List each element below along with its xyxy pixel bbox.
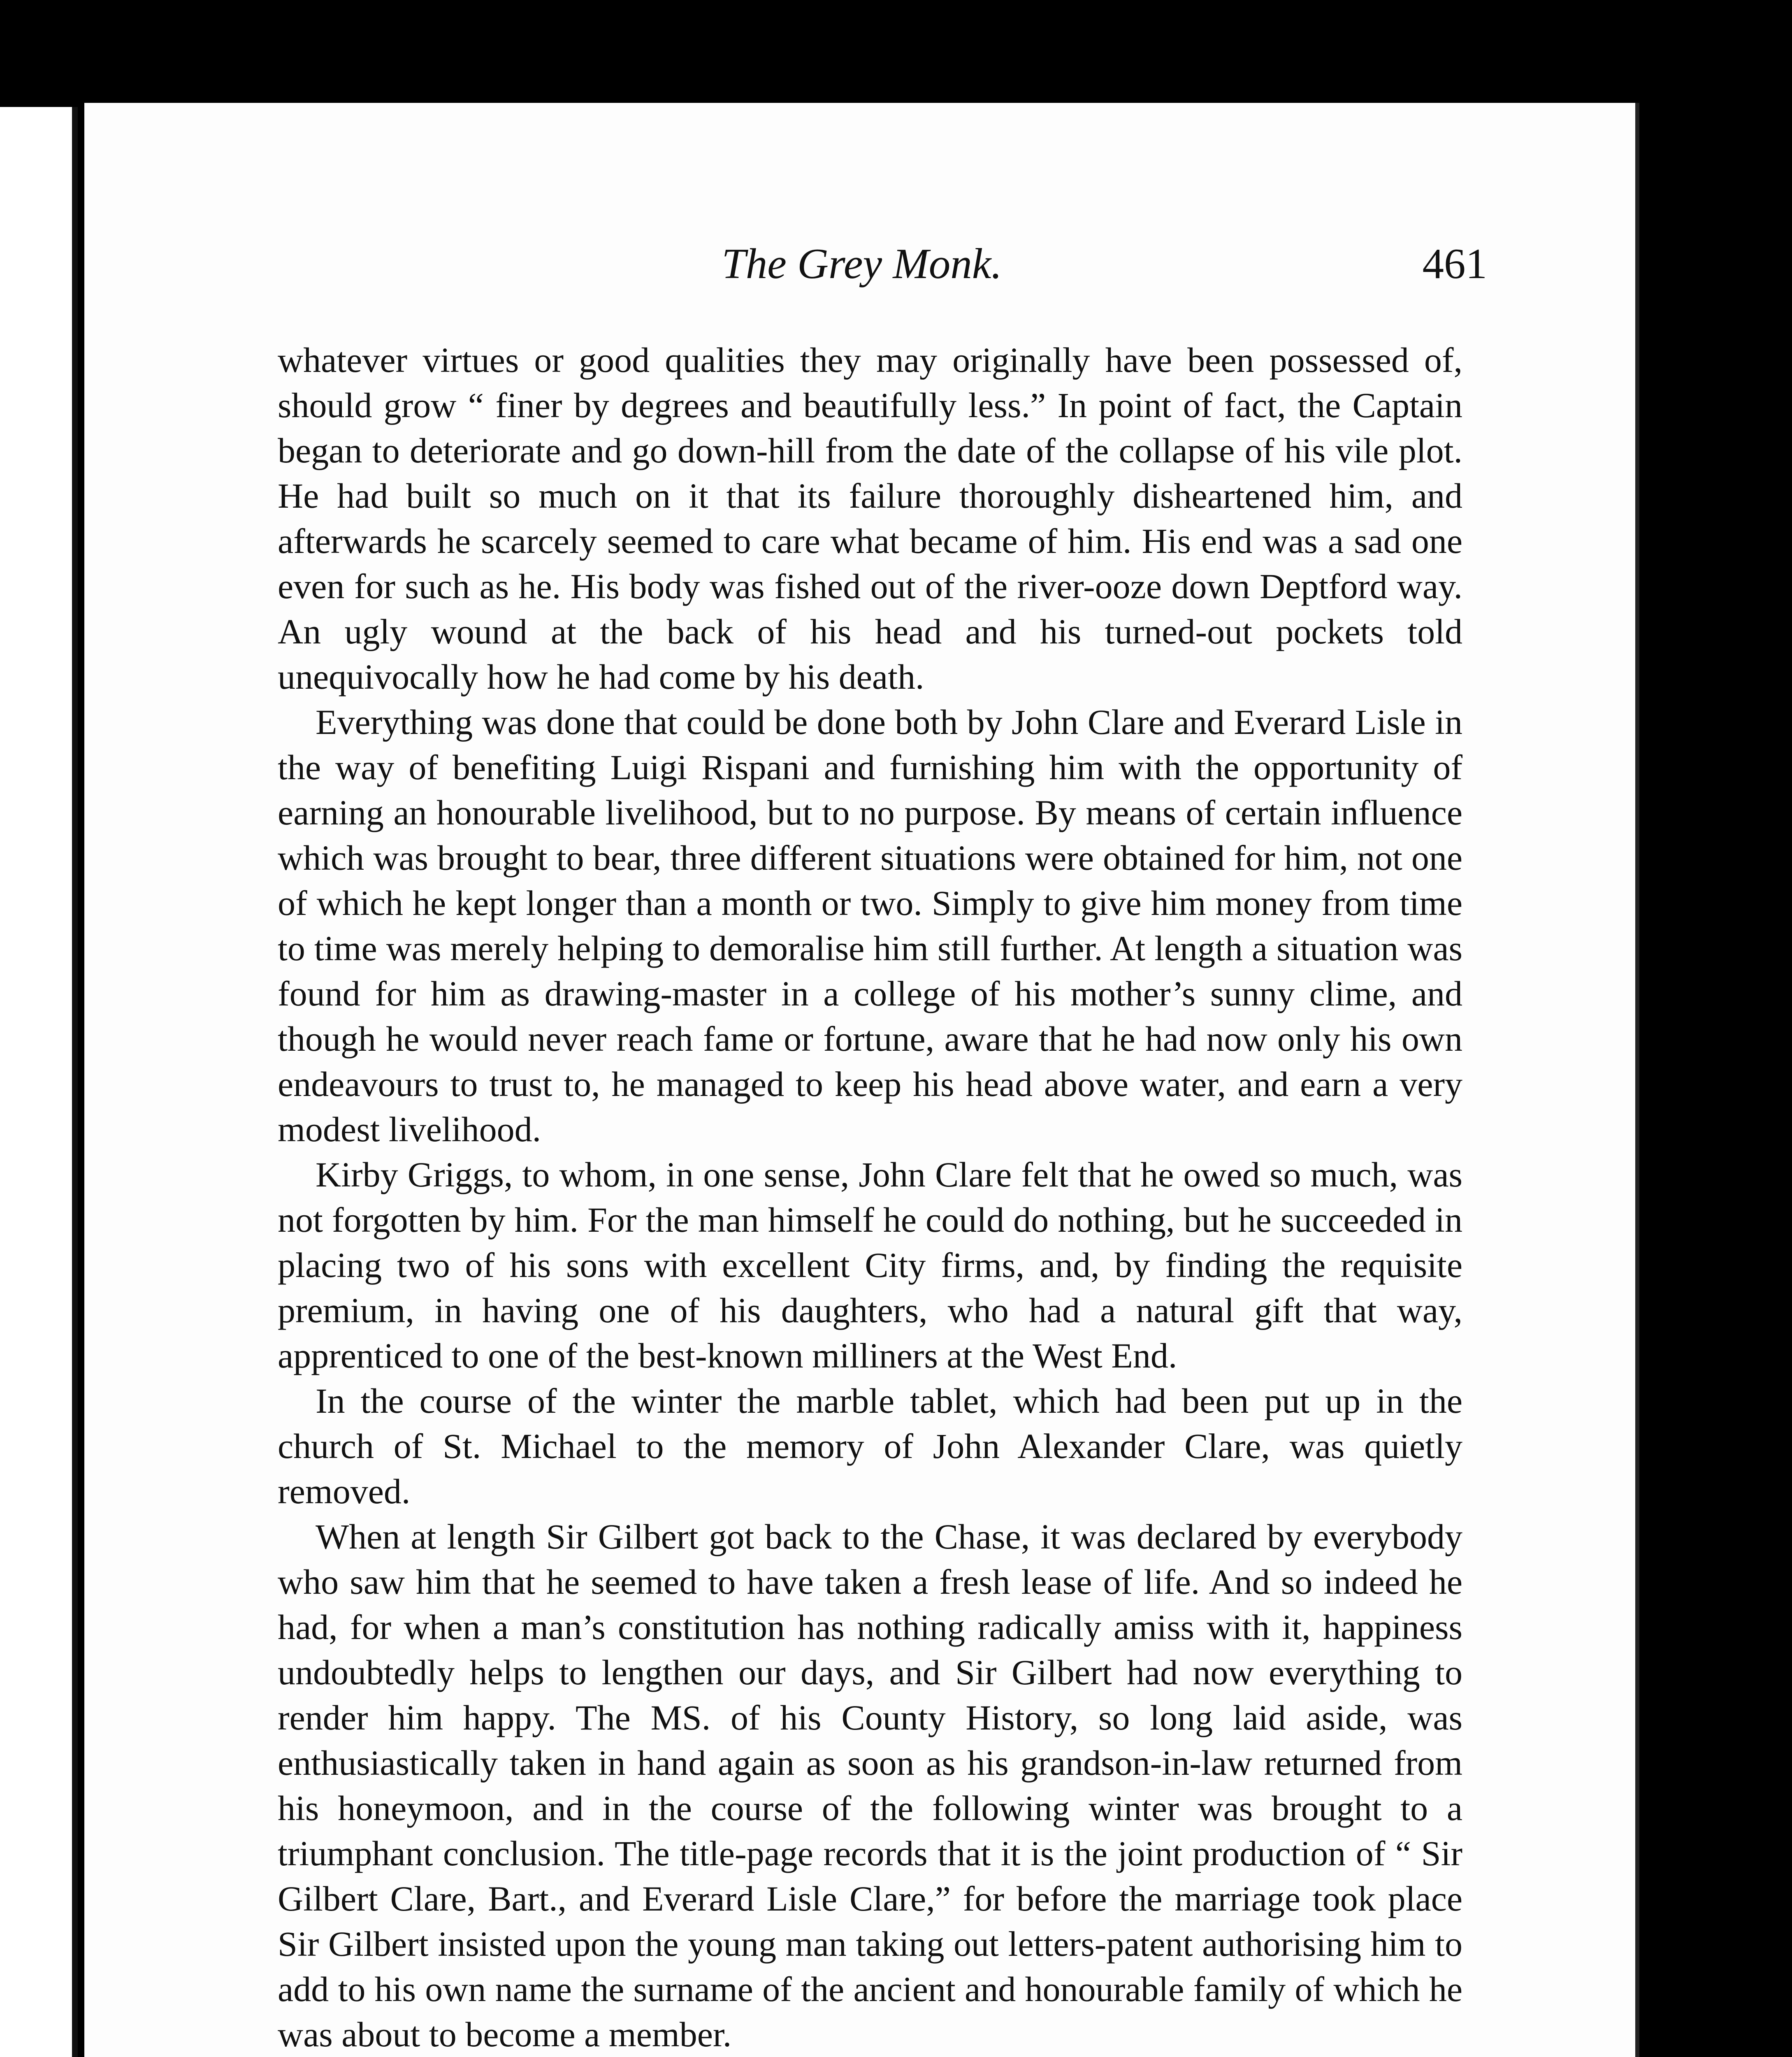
paragraph-1: whatever virtues or good qualities they may originally have been possessed of, should grow “ finer by degrees and beautifully less.” In point of fact, the Captain began to deteriorate and go down-hill from the date of the collapse of his vile plot. He had built so much on it that its failure thoroughly disheartened him, and afterwards he scarcely seemed to care what became of him. His end was a sad one even for such as he. His body was fished out of the river-ooze down Deptford way. An ugly wound at the back of his head and his turned-out pockets told unequivocally how he had come by his death.: [278, 340, 1462, 697]
running-title: The Grey Monk.: [722, 239, 1002, 288]
paragraph-3: Kirby Griggs, to whom, in one sense, John Clare felt that he owed so much, was not forgotten by him. For the man himself he could do nothing, but he succeeded in placing two of his sons with excellent City firms, and, by finding the requisite premium, in having one of his daughters, who had a natural gift that way, apprenticed to one of the best-known milliners at the West End.: [278, 1155, 1462, 1375]
paragraph-2: Everything was done that could be done both by John Clare and Everard Lisle in the way of benefiting Luigi Rispani and furnishing him with the opportunity of earning an honourable livelihood, but to no purpose. By means of certain influence which was brought to bear, three different situations were obtained for him, not one of which he kept longer than a month or two. Simply to give him money from time to time was merely helping to demoralise him still further. At length a situation was found for him as drawing-master in a college of his mother’s sunny clime, and though he would never reach fame or fortune, aware that he had now only his own endeavours to trust to, he managed to keep his head above water, and earn a very modest livelihood.: [278, 702, 1462, 1149]
running-header: [84, 239, 1639, 304]
book-page: [84, 103, 1639, 2057]
left-page-edge: [0, 107, 78, 2057]
page-number: 461: [1422, 239, 1487, 288]
paragraph-4: In the course of the winter the marble tablet, which had been put up in the church of St. Michael to the memory of John Alexander Clare, was quietly removed.: [278, 1381, 1462, 1511]
paragraph-5: When at length Sir Gilbert got back to the Chase, it was declared by everybody who saw him that he seemed to have taken a fresh lease of life. And so indeed he had, for when a man’s constitution has nothing radically amiss with it, happiness undoubtedly helps to lengthen our days, and Sir Gilbert had now everything to render him happy. The MS. of his County History, so long laid aside, was enthusiastically taken in hand again as soon as his grandson-in-law returned from his honeymoon, and in the course of the following winter was brought to a triumphant conclusion. The title-page records that it is the joint production of “ Sir Gilbert Clare, Bart., and Everard Lisle Clare,” for before the marriage took place Sir Gilbert insisted upon the young man taking out letters-patent authorising him to add to his own name the surname of the ancient and honourable family of which he was about to become a member.: [278, 1517, 1462, 2054]
body-text: [278, 337, 1462, 2057]
